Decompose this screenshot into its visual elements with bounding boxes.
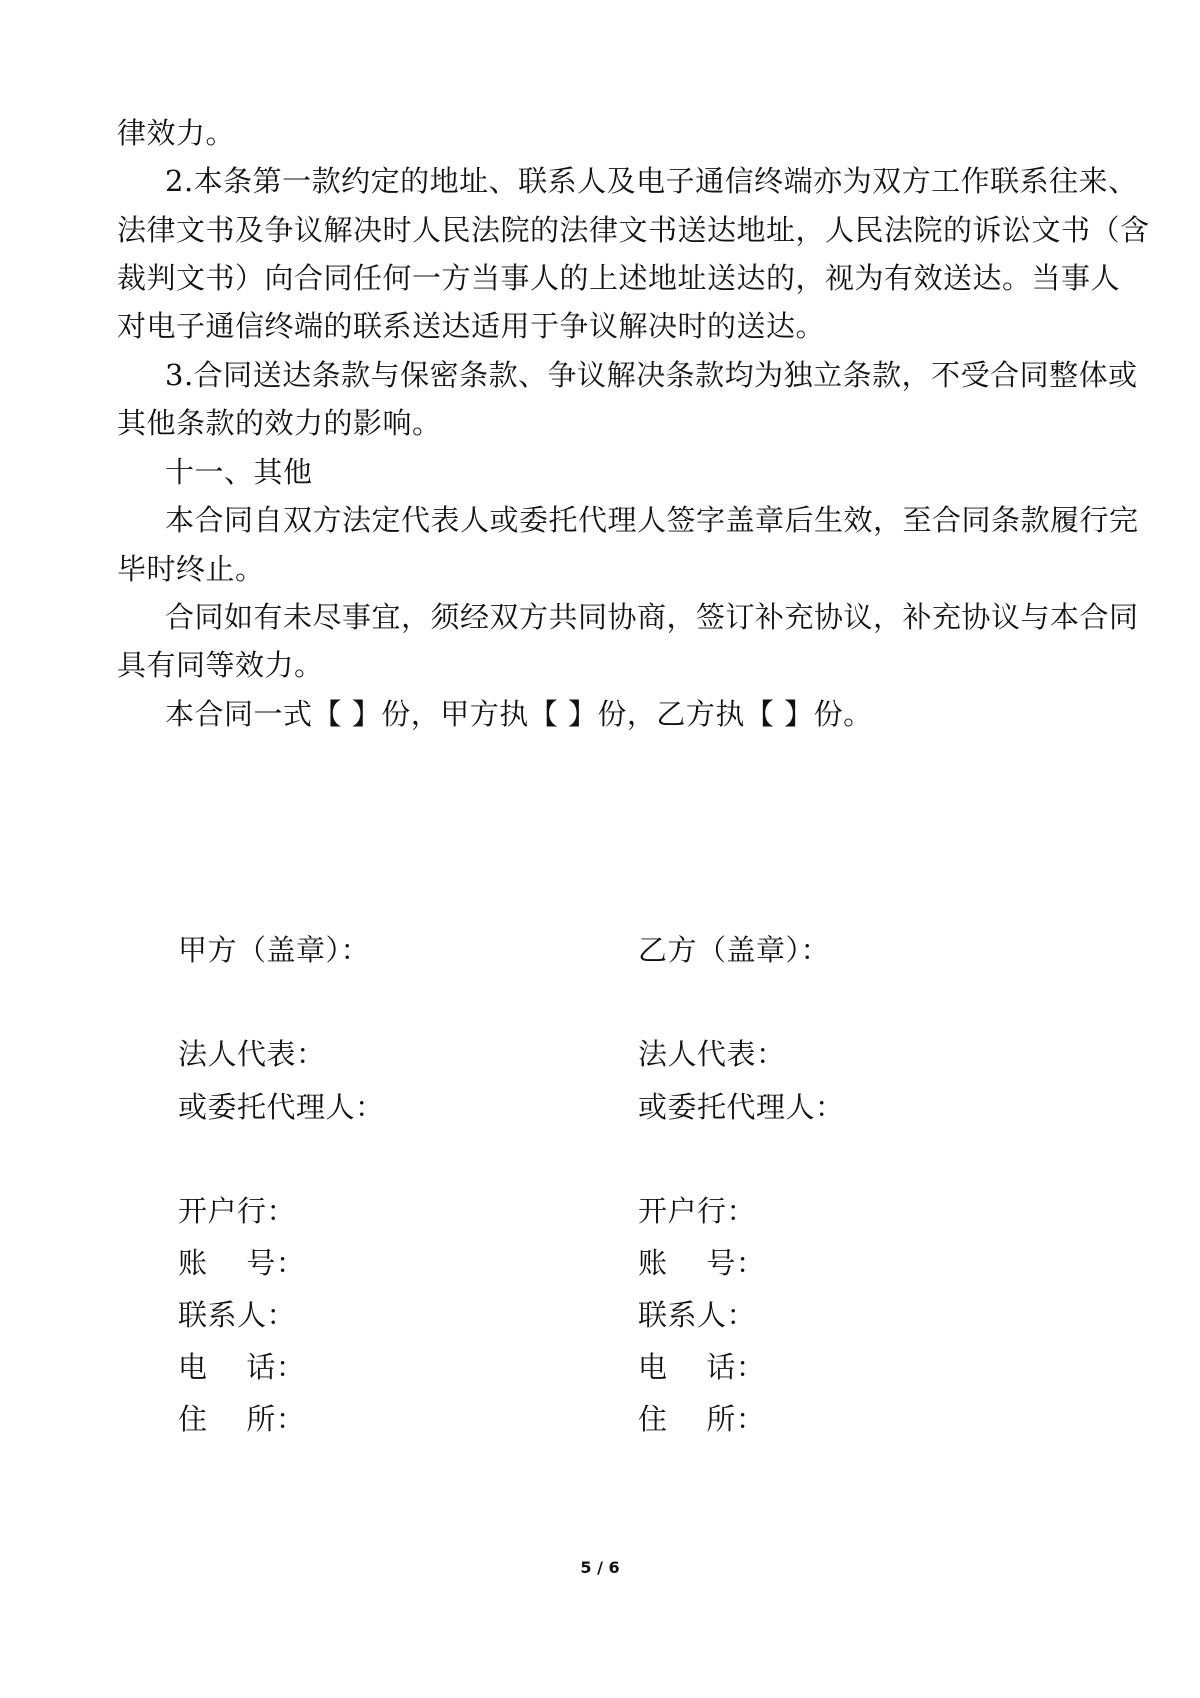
clause-10-2-line-4: 对电子通信终端的联系送达适用于争议解决时的送达。 (117, 309, 826, 343)
party-b-address-label: 住 所： (638, 1402, 766, 1436)
party-b-seal-label: 乙方（盖章）： (638, 933, 831, 967)
clause-10-2-line-2: 法律文书及争议解决时人民法院的法律文书送达地址，人民法院的诉讼文书（含 (117, 213, 1150, 247)
party-a-bank-label: 开户行： (178, 1194, 297, 1228)
party-a-contact-label: 联系人： (178, 1298, 297, 1332)
party-a-legal-rep-label: 法人代表： (178, 1037, 326, 1071)
party-a-seal-label: 甲方（盖章）： (178, 933, 371, 967)
body-line-1: 律效力。 (117, 116, 236, 150)
clause-10-2-line-1: 2.本条第一款约定的地址、联系人及电子通信终端亦为双方工作联系往来、 (165, 164, 1138, 198)
clause-10-2-line-3: 裁判文书）向合同任何一方当事人的上述地址送达的，视为有效送达。当事人 (117, 261, 1121, 295)
party-a-address-label: 住 所： (178, 1402, 306, 1436)
supplement-clause-line-1: 合同如有未尽事宜，须经双方共同协商，签订补充协议，补充协议与本合同 (165, 600, 1139, 634)
party-b-contact-label: 联系人： (638, 1298, 757, 1332)
party-b-legal-rep-label: 法人代表： (638, 1037, 786, 1071)
party-b-agent-label: 或委托代理人： (638, 1090, 845, 1124)
party-b-account-label: 账 号： (638, 1246, 766, 1280)
supplement-clause-line-2: 具有同等效力。 (117, 648, 324, 682)
section-11-heading: 十一、其他 (165, 455, 313, 489)
clause-10-3-line-1: 3.合同送达条款与保密条款、争议解决条款均为独立条款，不受合同整体或 (165, 358, 1138, 392)
page-number: 5 / 6 (580, 1558, 620, 1577)
party-b-phone-label: 电 话： (638, 1350, 766, 1384)
effective-clause-line-2: 毕时终止。 (117, 552, 265, 586)
effective-clause-line-1: 本合同自双方法定代表人或委托代理人签字盖章后生效，至合同条款履行完 (165, 503, 1139, 537)
copies-clause: 本合同一式【 】份，甲方执【 】份，乙方执【 】份。 (165, 697, 873, 731)
party-b-bank-label: 开户行： (638, 1194, 757, 1228)
party-a-account-label: 账 号： (178, 1246, 306, 1280)
clause-10-3-line-2: 其他条款的效力的影响。 (117, 406, 442, 440)
party-a-agent-label: 或委托代理人： (178, 1090, 385, 1124)
party-a-phone-label: 电 话： (178, 1350, 306, 1384)
